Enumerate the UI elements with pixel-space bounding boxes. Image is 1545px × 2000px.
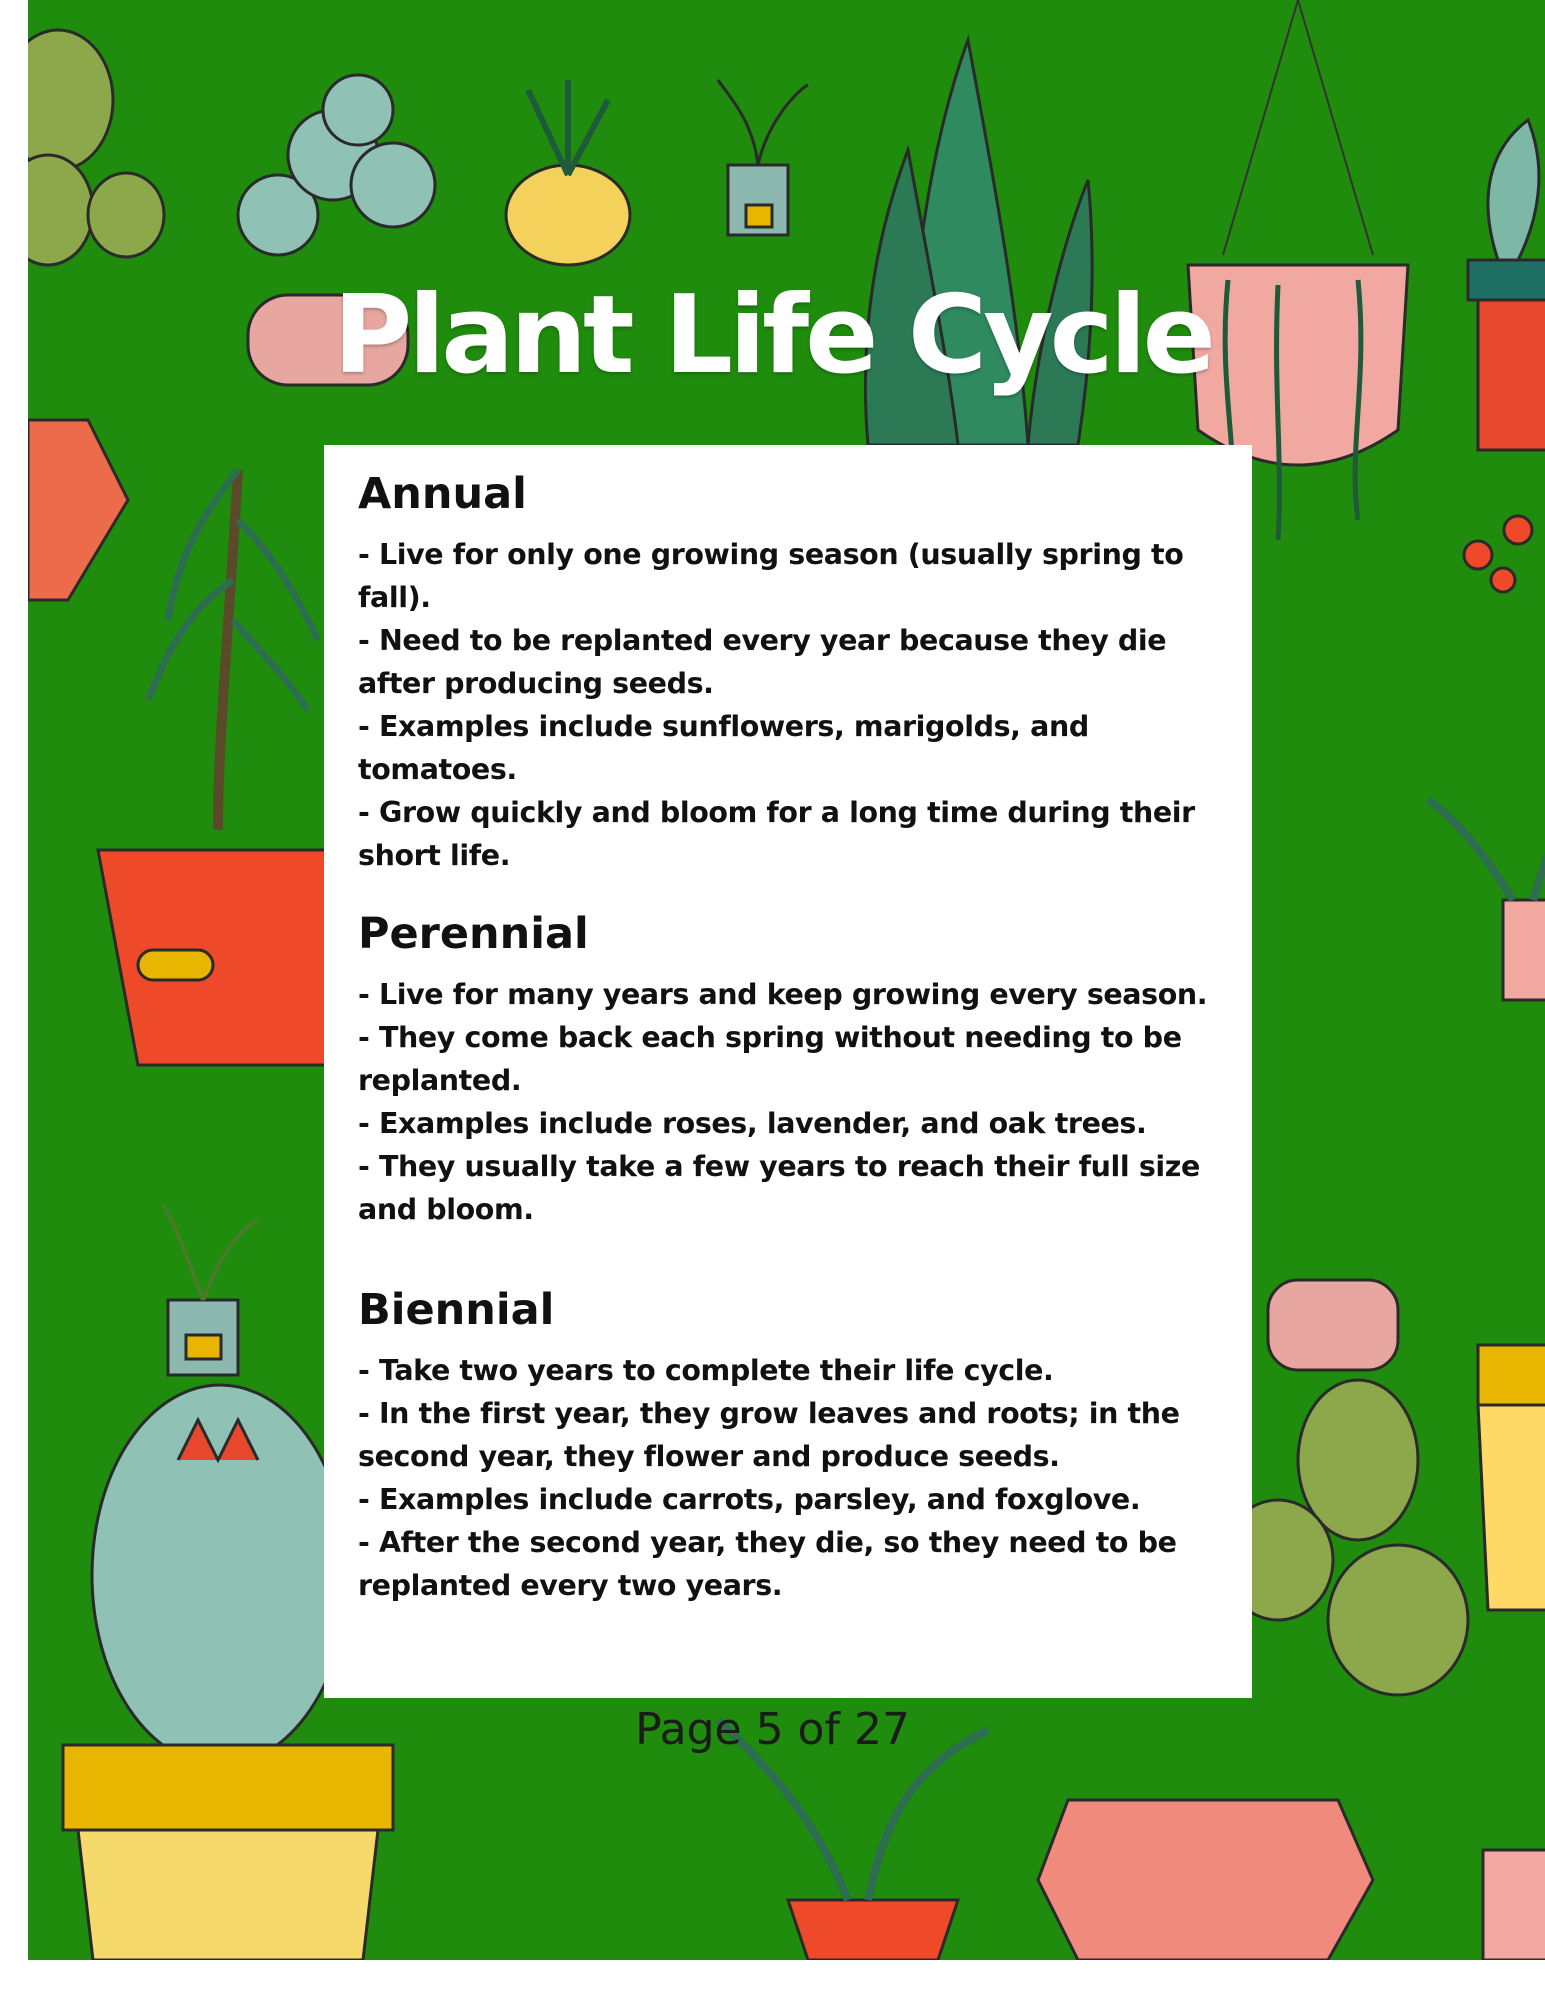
- bullet-item: - They come back each spring without needing to be replanted.: [358, 1020, 1182, 1097]
- bullet-item: - They usually take a few years to reach their full size and bloom.: [358, 1149, 1200, 1226]
- bullet-item: - Grow quickly and bloom for a long time during their short life.: [358, 795, 1195, 872]
- section-annual: [358, 467, 1218, 877]
- section-biennial: [358, 1283, 1218, 1607]
- page-number: Page 5 of 27: [635, 1704, 910, 1755]
- section-heading: Biennial: [358, 1284, 555, 1335]
- page-title: Plant Life Cycle: [333, 273, 1212, 398]
- bullet-item: - After the second year, they die, so they need to be replanted every two years.: [358, 1525, 1177, 1602]
- bullet-item: - In the first year, they grow leaves and roots; in the second year, they flower and produce seeds.: [358, 1396, 1180, 1473]
- bullet-item: - Take two years to complete their life cycle.: [358, 1353, 1054, 1387]
- section-heading: Annual: [358, 469, 527, 519]
- section-heading: Perennial: [358, 908, 589, 959]
- bullet-item: - Live for many years and keep growing every season.: [358, 977, 1208, 1011]
- content-panel: [324, 445, 1252, 1698]
- bullet-item: - Examples include carrots, parsley, and foxglove.: [358, 1482, 1141, 1516]
- bullet-item: - Live for only one growing season (usually spring to fall).: [358, 537, 1184, 614]
- section-perennial: [358, 907, 1218, 1231]
- bullet-item: - Examples include roses, lavender, and oak trees.: [358, 1106, 1147, 1140]
- bullet-item: - Examples include sunflowers, marigolds, and tomatoes.: [358, 709, 1089, 786]
- bullet-item: - Need to be replanted every year because they die after producing seeds.: [358, 623, 1167, 700]
